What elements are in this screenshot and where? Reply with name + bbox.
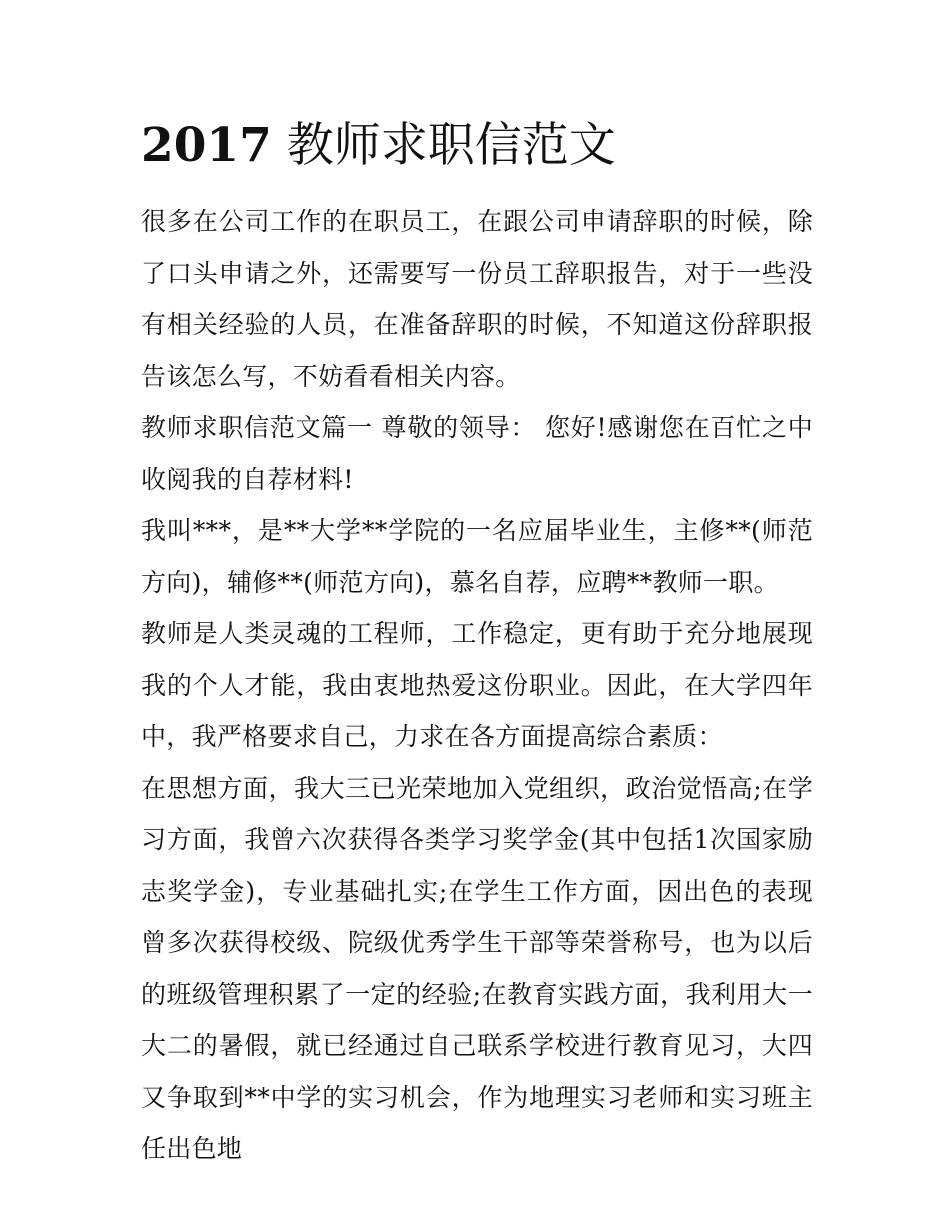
paragraph-greeting: 教师求职信范文篇一 尊敬的领导： 您好!感谢您在百忙之中收阅我的自荐材料! — [141, 413, 813, 494]
paragraph-self-introduction: 我叫***，是**大学**学院的一名应届毕业生，主修**(师范方向)，辅修**(师范方向)，慕名自荐，应聘**教师一职。 — [141, 516, 813, 597]
document-body — [141, 112, 813, 1175]
title-year: 2017 — [141, 118, 272, 173]
paragraph-motivation: 教师是人类灵魂的工程师，工作稳定，更有助于充分地展现我的个人才能，我由衷地热爱这份职业。因此，在大学四年中，我严格要求自己，力求在各方面提高综合素质： — [141, 619, 813, 751]
title-text: 教师求职信范文 — [286, 118, 616, 173]
paragraph-intro: 很多在公司工作的在职员工，在跟公司申请辞职的时候，除了口头申请之外，还需要写一份员工辞职报告，对于一些没有相关经验的人员，在准备辞职的时候，不知道这份辞职报告该怎么写，不妨看看相关内容。 — [141, 207, 813, 391]
page-title — [141, 112, 813, 180]
paragraph-achievements: 在思想方面，我大三已光荣地加入党组织，政治觉悟高;在学习方面，我曾六次获得各类学习奖学金(其中包括1次国家励志奖学金)，专业基础扎实;在学生工作方面，因出色的表现曾多次获得校级、院级优秀学生干部等荣誉称号，也为以后的班级管理积累了一定的经验;在教育实践方面，我利用大一大二的暑假，就已经通过自己联系学校进行教育见习，大四又争取到**中学的实习机会，作为地理实习老师和实习班主任出色地 — [141, 773, 813, 1163]
